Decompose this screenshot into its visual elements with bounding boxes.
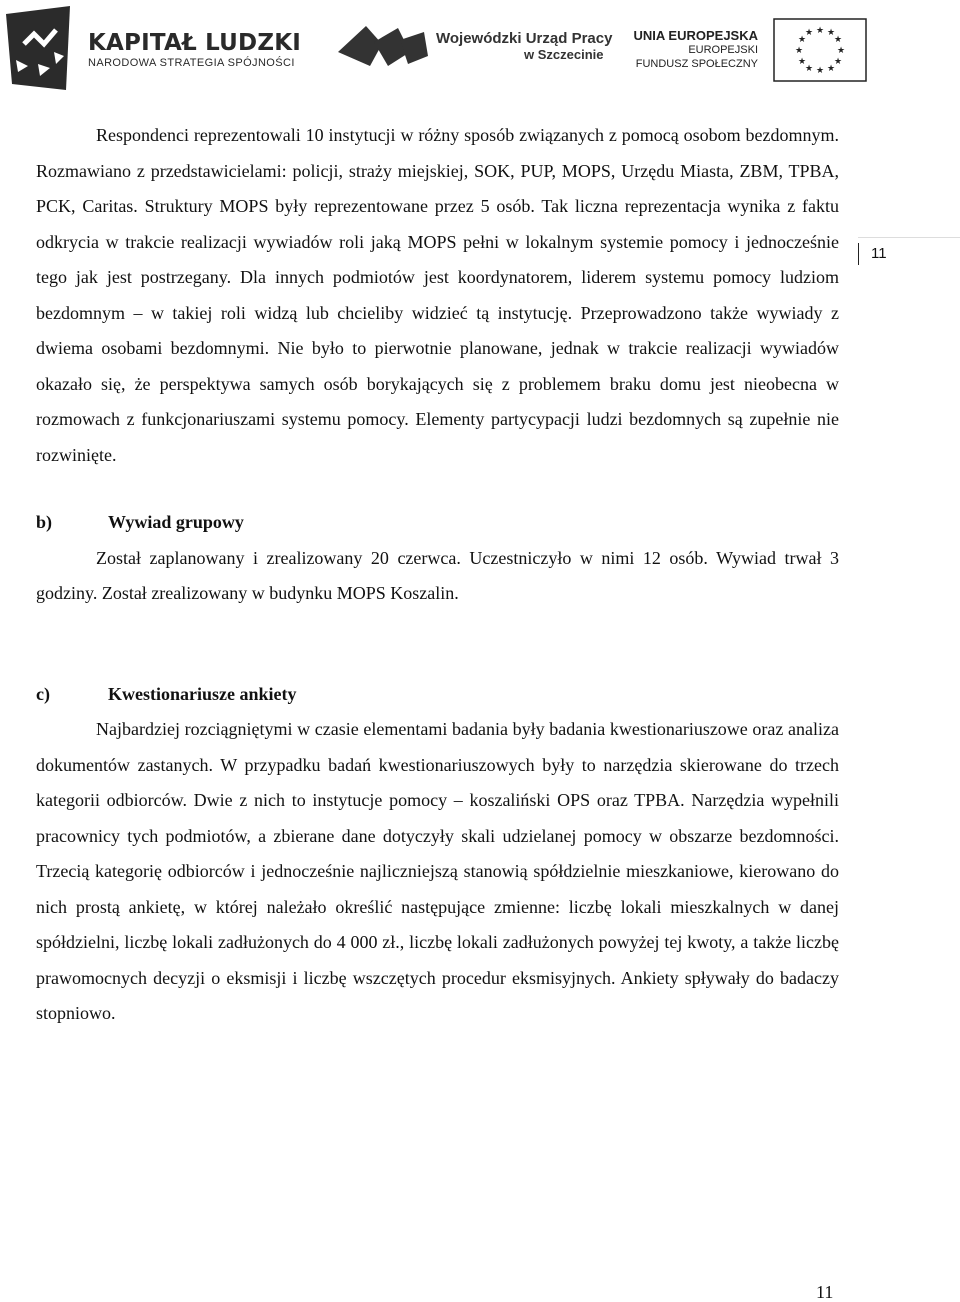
svg-text:★: ★	[833, 35, 843, 45]
section-c-heading	[36, 677, 839, 713]
svg-text:★: ★	[826, 64, 836, 74]
section-c-text: Najbardziej rozciągniętymi w czasie elementami badania były badania kwestionariuszowe oraz analiza dokumentów zastanych. W przypadku badań kwestionariuszowych były to narzędzia skierowane do trzech kategorii odbiorców. Dwie z nich to instytucje pomocy – koszaliński OPS oraz TPBA. Narzędzia wypełnili pracownicy tych podmiotów, a zbierane dane dotyczyły skali udzielanej pomocy w obszarze bezdomności. Trzecią kategorię odbiorców i jednocześnie najliczniejszą stanowią spółdzielnie mieszkaniowe, kierowano do nich prostą ankietę, w której należało określić następujące zmienne: liczbę lokali mieszkalnych w danej spółdzielni, liczbę lokali zadłużonych do 4 000 zł., liczbę lokali zadłużonych powyżej tej kwoty, a także liczbę prawomocnych decyzji o eksmisji i liczbę wszczętych procedur eksmisyjnych. Ankiety spływały do badaczy stopniowo.	[36, 719, 839, 1023]
svg-text:★: ★	[797, 57, 807, 67]
kapital-ludzki-logo-icon	[4, 4, 76, 92]
wup-text	[436, 30, 612, 63]
svg-text:★: ★	[815, 26, 825, 36]
kapital-ludzki-subtitle: NARODOWA STRATEGIA SPÓJNOŚCI	[88, 57, 295, 69]
section-b-text: Został zaplanowany i zrealizowany 20 czerwca. Uczestniczyło w nimi 12 osób. Wywiad trwał 3 godziny. Został zrealizowany w budynku MOPS Koszalin.	[36, 547, 839, 603]
document-body	[36, 118, 839, 1032]
eu-text	[600, 28, 758, 71]
page-header	[0, 0, 960, 100]
footer-page-number: 11	[816, 1282, 834, 1302]
section-b-title: Wywiad grupowy	[108, 512, 244, 532]
svg-text:★: ★	[826, 28, 836, 38]
wup-name: Wojewódzki Urząd Pracy	[436, 30, 613, 47]
svg-text:★: ★	[833, 57, 843, 67]
section-b-letter: b)	[36, 512, 53, 532]
svg-text:★: ★	[804, 64, 814, 74]
eu-flag-icon	[773, 18, 867, 82]
section-c-letter: c)	[36, 683, 50, 704]
paragraph-intro: Respondenci reprezentowali 10 instytucji w różny sposób związanych z pomocą osobom bezdomnym. Rozmawiano z przedstawicielami: policji, straży miejskiej, SOK, PUP, MOPS, Urzędu Miasta, ZBM, TPBA, PCK, Caritas. Struktury MOPS były reprezentowane przez 5 osób. Tak liczna reprezentacja wynika z faktu odkrycia w trakcie realizacji wywiadów roli jaką MOPS pełni w lokalnym systemie pomocy i jednocześnie tego jak jest postrzegany. Dla innych podmiotów jest koordynatorem, liderem systemu pomocy ludziom bezdomnym – w takiej roli widzą lub chcieliby widzieć tą instytucję. Przeprowadzono także wywiady z dwiema osobami bezdomnymi. Nie było to pierwotnie planowane, jednak w trakcie realizacji wywiadów okazało się, że perspektywa samych osób borykających się z problemem braku domu jest nieobecna w rozmowach z funkcjonariuszami systemu pomocy. Elementy partycypacji ludzi bezdomnych są zupełnie nie rozwinięte.	[36, 125, 839, 465]
svg-text:★: ★	[797, 35, 807, 45]
svg-text:★: ★	[794, 46, 804, 56]
eu-fund-2: FUNDUSZ SPOŁECZNY	[635, 58, 758, 70]
section-c-title: Kwestionariusze ankiety	[108, 683, 297, 704]
svg-text:★: ★	[815, 66, 825, 76]
spacer	[36, 612, 839, 677]
wup-city: w Szczecinie	[524, 47, 604, 62]
spacer	[36, 473, 839, 505]
eu-fund-1: EUROPEJSKI	[688, 44, 758, 56]
svg-text:★: ★	[836, 46, 846, 56]
eu-union: UNIA EUROPEJSKA	[633, 28, 758, 43]
section-b-heading	[36, 505, 839, 541]
svg-text:★: ★	[804, 28, 814, 38]
margin-page-number: 11	[858, 243, 960, 265]
margin-rule	[858, 237, 960, 238]
kapital-ludzki-title: KAPITAŁ LUDZKI	[88, 30, 301, 56]
wup-logo-icon	[336, 22, 430, 70]
kapital-ludzki-text	[88, 30, 301, 70]
